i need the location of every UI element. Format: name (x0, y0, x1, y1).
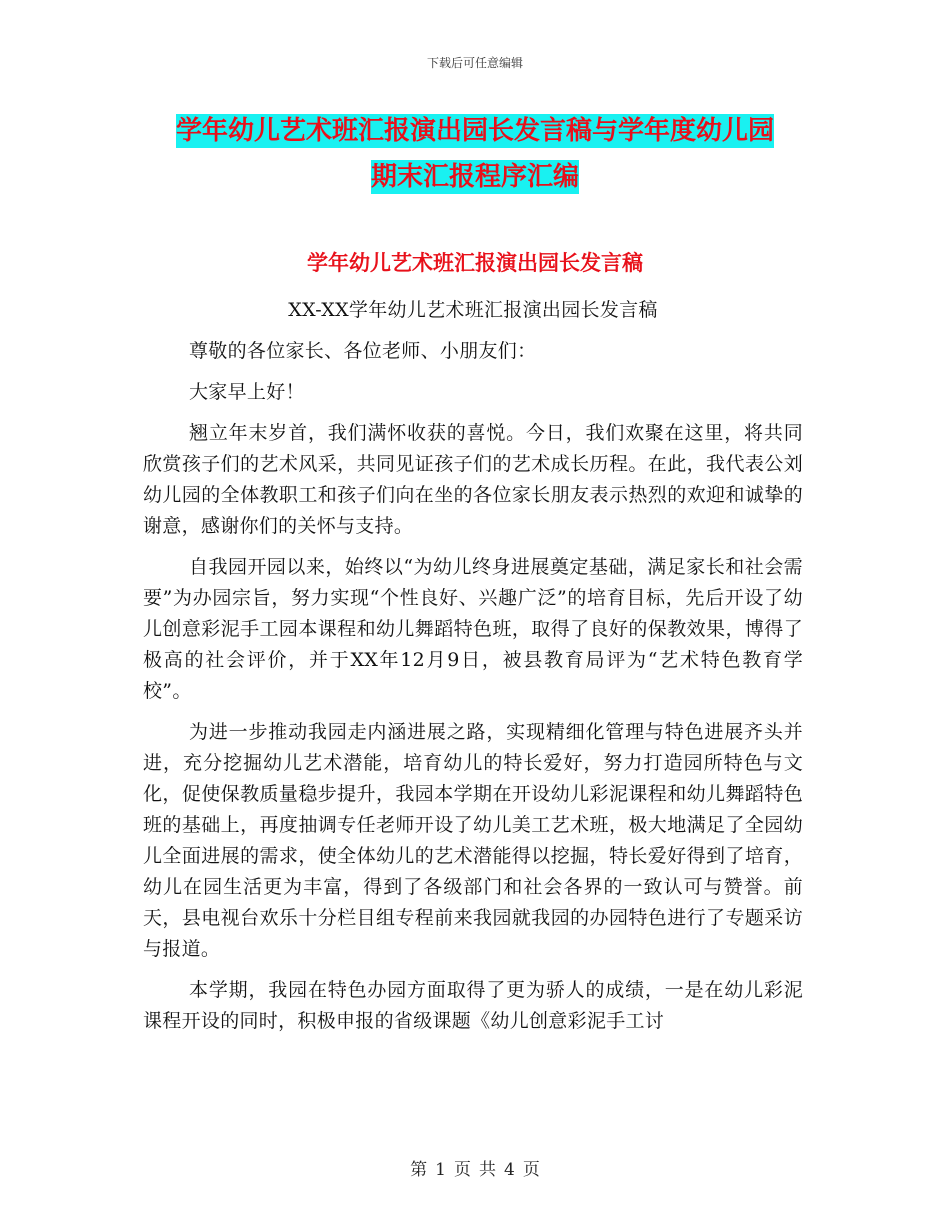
document-body (143, 295, 803, 1047)
header-note: 下载后可任意编辑 (426, 56, 523, 70)
document-title (140, 108, 810, 200)
total-pages: 4 (504, 1160, 515, 1180)
paragraph: 翘立年末岁首，我们满怀收获的喜悦。今日，我们欢聚在这里，将共同欣赏孩子们的艺术风采，共同见证孩子们的艺术成长历程。在此，我代表公刘幼儿园的全体教职工和孩子们向在坐的各位家长朋友表示热烈的欢迎和诚挚的谢意，感谢你们的关怀与支持。 (143, 422, 803, 537)
paragraph: 为进一步推动我园走内涵进展之路，实现精细化管理与特色进展齐头并进，充分挖掘幼儿艺术潜能，培育幼儿的特长爱好，努力打造园所特色与文化，促使保教质量稳步提升，我园本学期在开设幼儿彩泥课程和幼儿舞蹈特色班的基础上，再度抽调专任老师开设了幼儿美工艺术班，极大地满足了全园幼儿全面进展的需求，使全体幼儿的艺术潜能得以挖掘，特长爱好得到了培育，幼儿在园生活更为丰富，得到了各级部门和社会各界的一致认可与赞誉。前天，县电视台欢乐十分栏目组专程前来我园就我园的办园特色进行了专题采访与报道。 (143, 721, 803, 960)
page-footer (0, 1155, 950, 1180)
total-unit: 页 (522, 1160, 540, 1180)
paragraph: 本学期，我园在特色办园方面取得了更为骄人的成绩，一是在幼儿彩泥课程开设的同时，积极申报的省级课题《幼儿创意彩泥手工讨 (143, 979, 803, 1032)
section-title: 学年幼儿艺术班汇报演出园长发言稿 (307, 251, 643, 275)
title-line-2: 期末汇报程序汇编 (370, 162, 579, 192)
greeting: 大家早上好！ (189, 381, 305, 403)
speech-heading: XX-XX学年幼儿艺术班汇报演出园长发言稿 (288, 299, 658, 321)
page-number: 1 (435, 1160, 446, 1180)
total-label: 共 (479, 1160, 496, 1180)
paragraph: 自我园开园以来，始终以“为幼儿终身进展奠定基础，满足家长和社会需要”为办园宗旨，努力实现“个性良好、兴趣广泛”的培育目标，先后开设了幼儿创意彩泥手工园本课程和幼儿舞蹈特色班，取得了良好的保教效果，博得了极高的社会评价，并于XX年12月9日，被县教育局评为“艺术特色教育学校”。 (143, 556, 803, 702)
title-line-1: 学年幼儿艺术班汇报演出园长发言稿与学年度幼儿园 (175, 116, 774, 146)
salutation: 尊敬的各位家长、各位老师、小朋友们： (189, 340, 537, 362)
page-label: 第 (410, 1160, 428, 1180)
page-unit: 页 (454, 1160, 471, 1180)
